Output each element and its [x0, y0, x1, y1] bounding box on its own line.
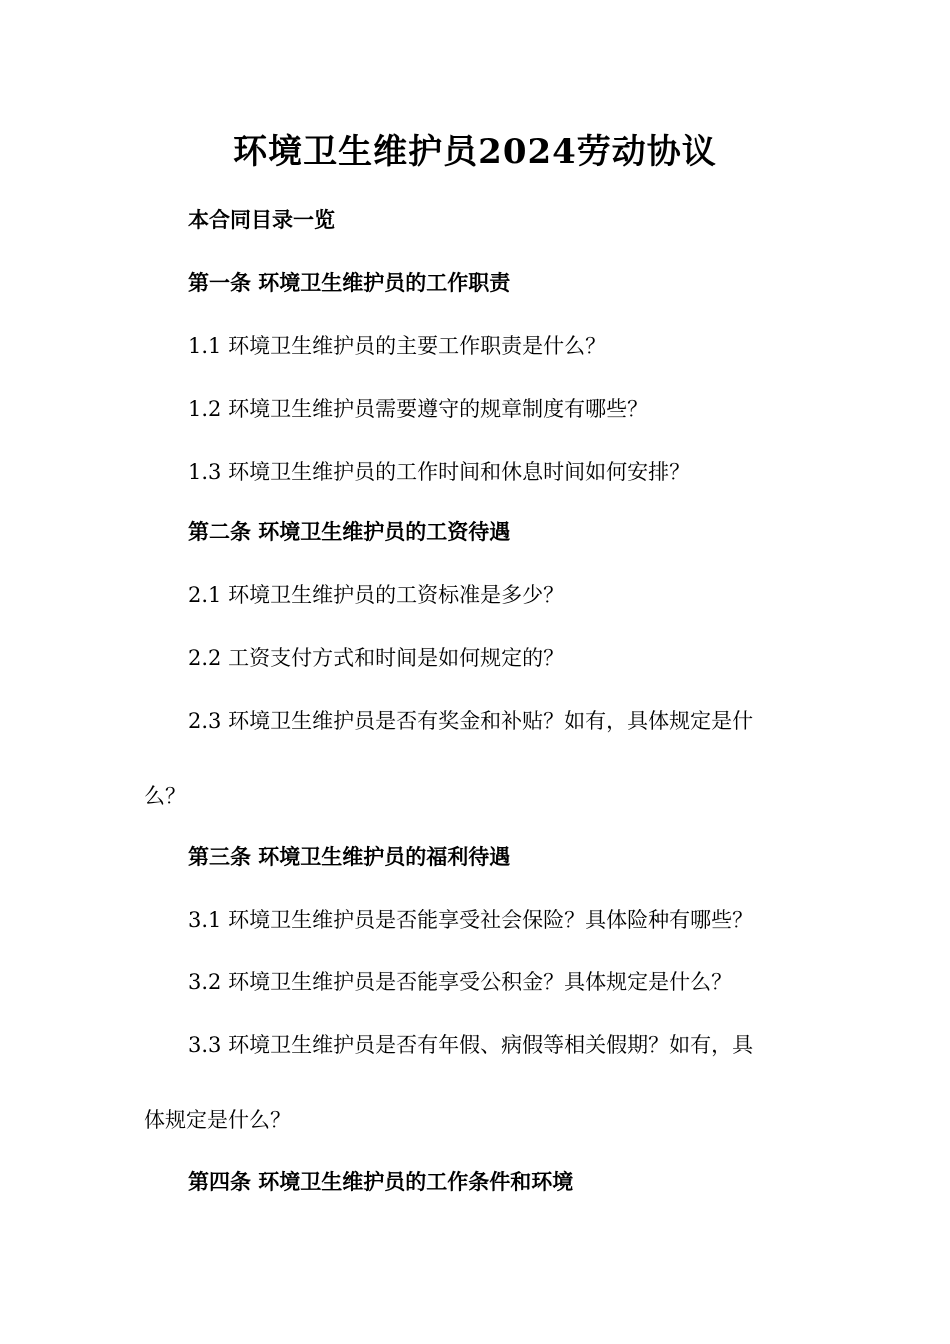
toc-item-3-3: 3.3 环境卫生维护员是否有年假、病假等相关假期？如有，具: [188, 1033, 754, 1057]
toc-item-2-3-continued: 么？: [144, 784, 186, 808]
section-heading-1: 第一条 环境卫生维护员的工作职责: [188, 270, 511, 295]
toc-item-2-1: 2.1 环境卫生维护员的工资标准是多少？: [188, 583, 565, 607]
toc-item-1-3: 1.3 环境卫生维护员的工作时间和休息时间如何安排？: [188, 460, 691, 484]
toc-heading: 本合同目录一览: [188, 207, 335, 232]
section-heading-3: 第三条 环境卫生维护员的福利待遇: [188, 844, 511, 869]
toc-item-2-2: 2.2 工资支付方式和时间是如何规定的？: [188, 646, 565, 670]
toc-item-3-3-continued: 体规定是什么？: [144, 1108, 291, 1132]
section-heading-4: 第四条 环境卫生维护员的工作条件和环境: [188, 1169, 574, 1194]
toc-item-1-2: 1.2 环境卫生维护员需要遵守的规章制度有哪些？: [188, 397, 649, 421]
toc-item-3-2: 3.2 环境卫生维护员是否能享受公积金？具体规定是什么？: [188, 970, 733, 994]
toc-item-1-1: 1.1 环境卫生维护员的主要工作职责是什么？: [188, 334, 607, 358]
section-heading-2: 第二条 环境卫生维护员的工资待遇: [188, 519, 511, 544]
toc-item-3-1: 3.1 环境卫生维护员是否能享受社会保险？具体险种有哪些？: [188, 908, 754, 932]
document-title: 环境卫生维护员2024劳动协议: [233, 132, 717, 172]
toc-item-2-3: 2.3 环境卫生维护员是否有奖金和补贴？如有，具体规定是什: [188, 709, 754, 733]
